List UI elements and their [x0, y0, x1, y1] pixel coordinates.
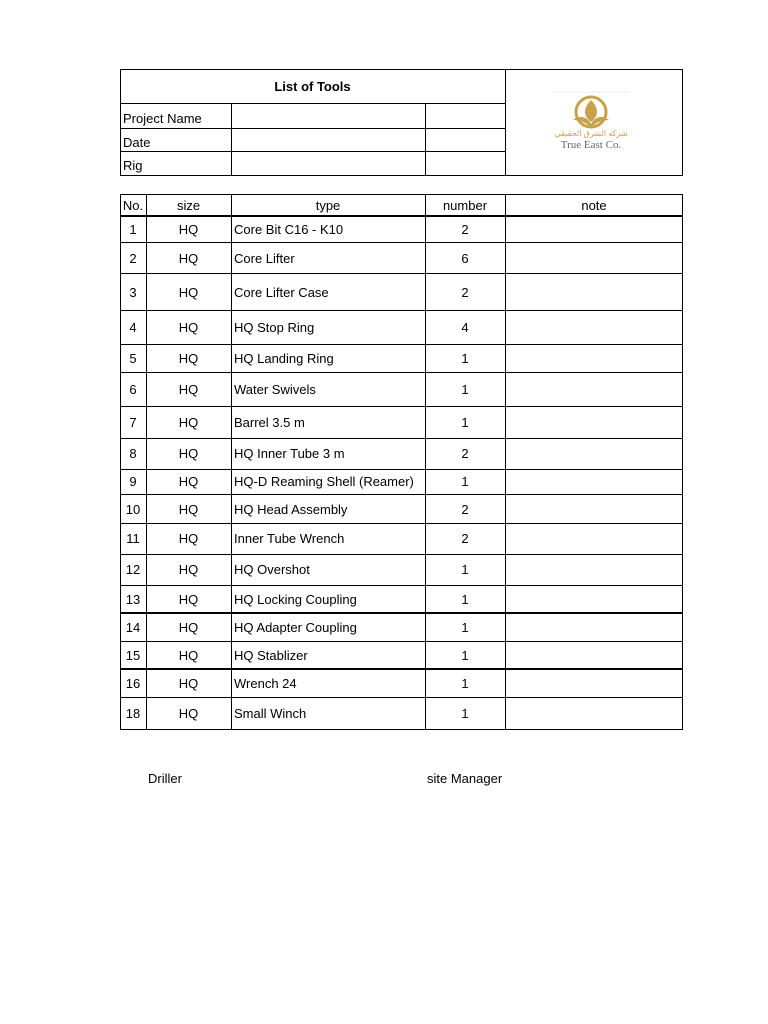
- cell-number: 2: [461, 446, 469, 461]
- cell-size: HQ: [178, 562, 199, 577]
- cell-number: 1: [461, 415, 469, 430]
- cell-type: HQ Head Assembly: [234, 502, 348, 517]
- cell-size: HQ: [178, 648, 199, 663]
- cell-number: 2: [461, 502, 469, 517]
- cell-no: 2: [129, 251, 137, 266]
- header-row-rule: [120, 128, 505, 129]
- cell-number: 1: [461, 592, 469, 607]
- table-header-rule: [120, 215, 683, 217]
- header-col-rule: [231, 103, 232, 176]
- cell-no: 10: [125, 502, 141, 517]
- cell-no: 9: [129, 474, 137, 489]
- driller-label: Driller: [148, 771, 182, 786]
- cell-number: 4: [461, 320, 469, 335]
- cell-size: HQ: [178, 446, 199, 461]
- column-header-no: No.: [122, 198, 144, 213]
- cell-size: HQ: [178, 320, 199, 335]
- cell-type: Core Lifter: [234, 251, 295, 266]
- cell-no: 5: [129, 351, 137, 366]
- column-header-type: type: [315, 198, 341, 213]
- table-col-rule: [505, 194, 506, 730]
- cell-number: 1: [461, 562, 469, 577]
- cell-type: HQ Locking Coupling: [234, 592, 357, 607]
- cell-no: 3: [129, 285, 137, 300]
- row-rule: [120, 612, 683, 614]
- cell-number: 1: [461, 474, 469, 489]
- cell-no: 4: [129, 320, 137, 335]
- row-rule: [120, 344, 683, 345]
- column-header-note: note: [581, 198, 607, 213]
- field-label-project-name: Project Name: [123, 111, 202, 126]
- cell-type: HQ-D Reaming Shell (Reamer): [234, 474, 414, 489]
- header-title-rule: [120, 103, 505, 104]
- row-rule: [120, 554, 683, 555]
- cell-no: 14: [125, 620, 141, 635]
- cell-type: HQ Overshot: [234, 562, 310, 577]
- cell-type: HQ Adapter Coupling: [234, 620, 357, 635]
- cell-type: Small Winch: [234, 706, 307, 721]
- cell-size: HQ: [178, 351, 199, 366]
- row-rule: [120, 310, 683, 311]
- cell-no: 15: [125, 648, 141, 663]
- cell-type: Inner Tube Wrench: [234, 531, 345, 546]
- cell-type: Wrench 24: [234, 676, 297, 691]
- row-rule: [120, 438, 683, 439]
- row-rule: [120, 585, 683, 586]
- row-rule: [120, 641, 683, 642]
- table-col-rule: [231, 194, 232, 730]
- column-header-size: size: [176, 198, 201, 213]
- cell-size: HQ: [178, 474, 199, 489]
- cell-number: 2: [461, 285, 469, 300]
- cell-type: HQ Stablizer: [234, 648, 308, 663]
- header-divider: [505, 69, 506, 176]
- column-header-number: number: [442, 198, 488, 213]
- cell-size: HQ: [178, 382, 199, 397]
- cell-number: 2: [461, 222, 469, 237]
- field-label-date: Date: [123, 135, 151, 150]
- site-manager-label: site Manager: [427, 771, 503, 786]
- row-rule: [120, 469, 683, 470]
- cell-size: HQ: [178, 531, 199, 546]
- cell-size: HQ: [178, 251, 199, 266]
- cell-number: 1: [461, 706, 469, 721]
- cell-size: HQ: [178, 706, 199, 721]
- cell-type: Barrel 3.5 m: [234, 415, 305, 430]
- row-rule: [120, 242, 683, 243]
- cell-no: 8: [129, 446, 137, 461]
- cell-number: 1: [461, 676, 469, 691]
- cell-no: 11: [126, 531, 140, 546]
- cell-type: HQ Stop Ring: [234, 320, 315, 335]
- cell-size: HQ: [178, 285, 199, 300]
- cell-size: HQ: [178, 222, 199, 237]
- cell-no: 13: [125, 592, 141, 607]
- cell-type: Core Lifter Case: [234, 285, 329, 300]
- cell-size: HQ: [178, 592, 199, 607]
- cell-type: HQ Landing Ring: [234, 351, 334, 366]
- row-rule: [120, 523, 683, 524]
- row-rule: [120, 273, 683, 274]
- cell-no: 18: [125, 706, 141, 721]
- header-row-rule: [120, 151, 505, 152]
- cell-number: 1: [461, 648, 469, 663]
- logo-arabic-text: شركة الشرق الحقيقي: [554, 129, 628, 138]
- cell-size: HQ: [178, 620, 199, 635]
- header-col-rule: [425, 103, 426, 176]
- cell-number: 1: [461, 382, 469, 397]
- row-rule: [120, 668, 683, 670]
- cell-no: 1: [129, 222, 137, 237]
- cell-no: 12: [125, 562, 141, 577]
- cell-number: 1: [461, 351, 469, 366]
- cell-size: HQ: [178, 676, 199, 691]
- cell-no: 16: [125, 676, 141, 691]
- cell-number: 1: [461, 620, 469, 635]
- cell-number: 2: [461, 531, 469, 546]
- field-label-rig: Rig: [123, 158, 143, 173]
- cell-number: 6: [461, 251, 469, 266]
- page-title: List of Tools: [274, 79, 351, 94]
- cell-type: HQ Inner Tube 3 m: [234, 446, 345, 461]
- logo-company-name: True East Co.: [560, 139, 622, 151]
- row-rule: [120, 372, 683, 373]
- row-rule: [120, 494, 683, 495]
- row-rule: [120, 697, 683, 698]
- cell-size: HQ: [178, 415, 199, 430]
- cell-type: Water Swivels: [234, 382, 316, 397]
- row-rule: [120, 406, 683, 407]
- cell-size: HQ: [178, 502, 199, 517]
- cell-no: 7: [129, 415, 137, 430]
- cell-type: Core Bit C16 - K10: [234, 222, 344, 237]
- cell-no: 6: [129, 382, 137, 397]
